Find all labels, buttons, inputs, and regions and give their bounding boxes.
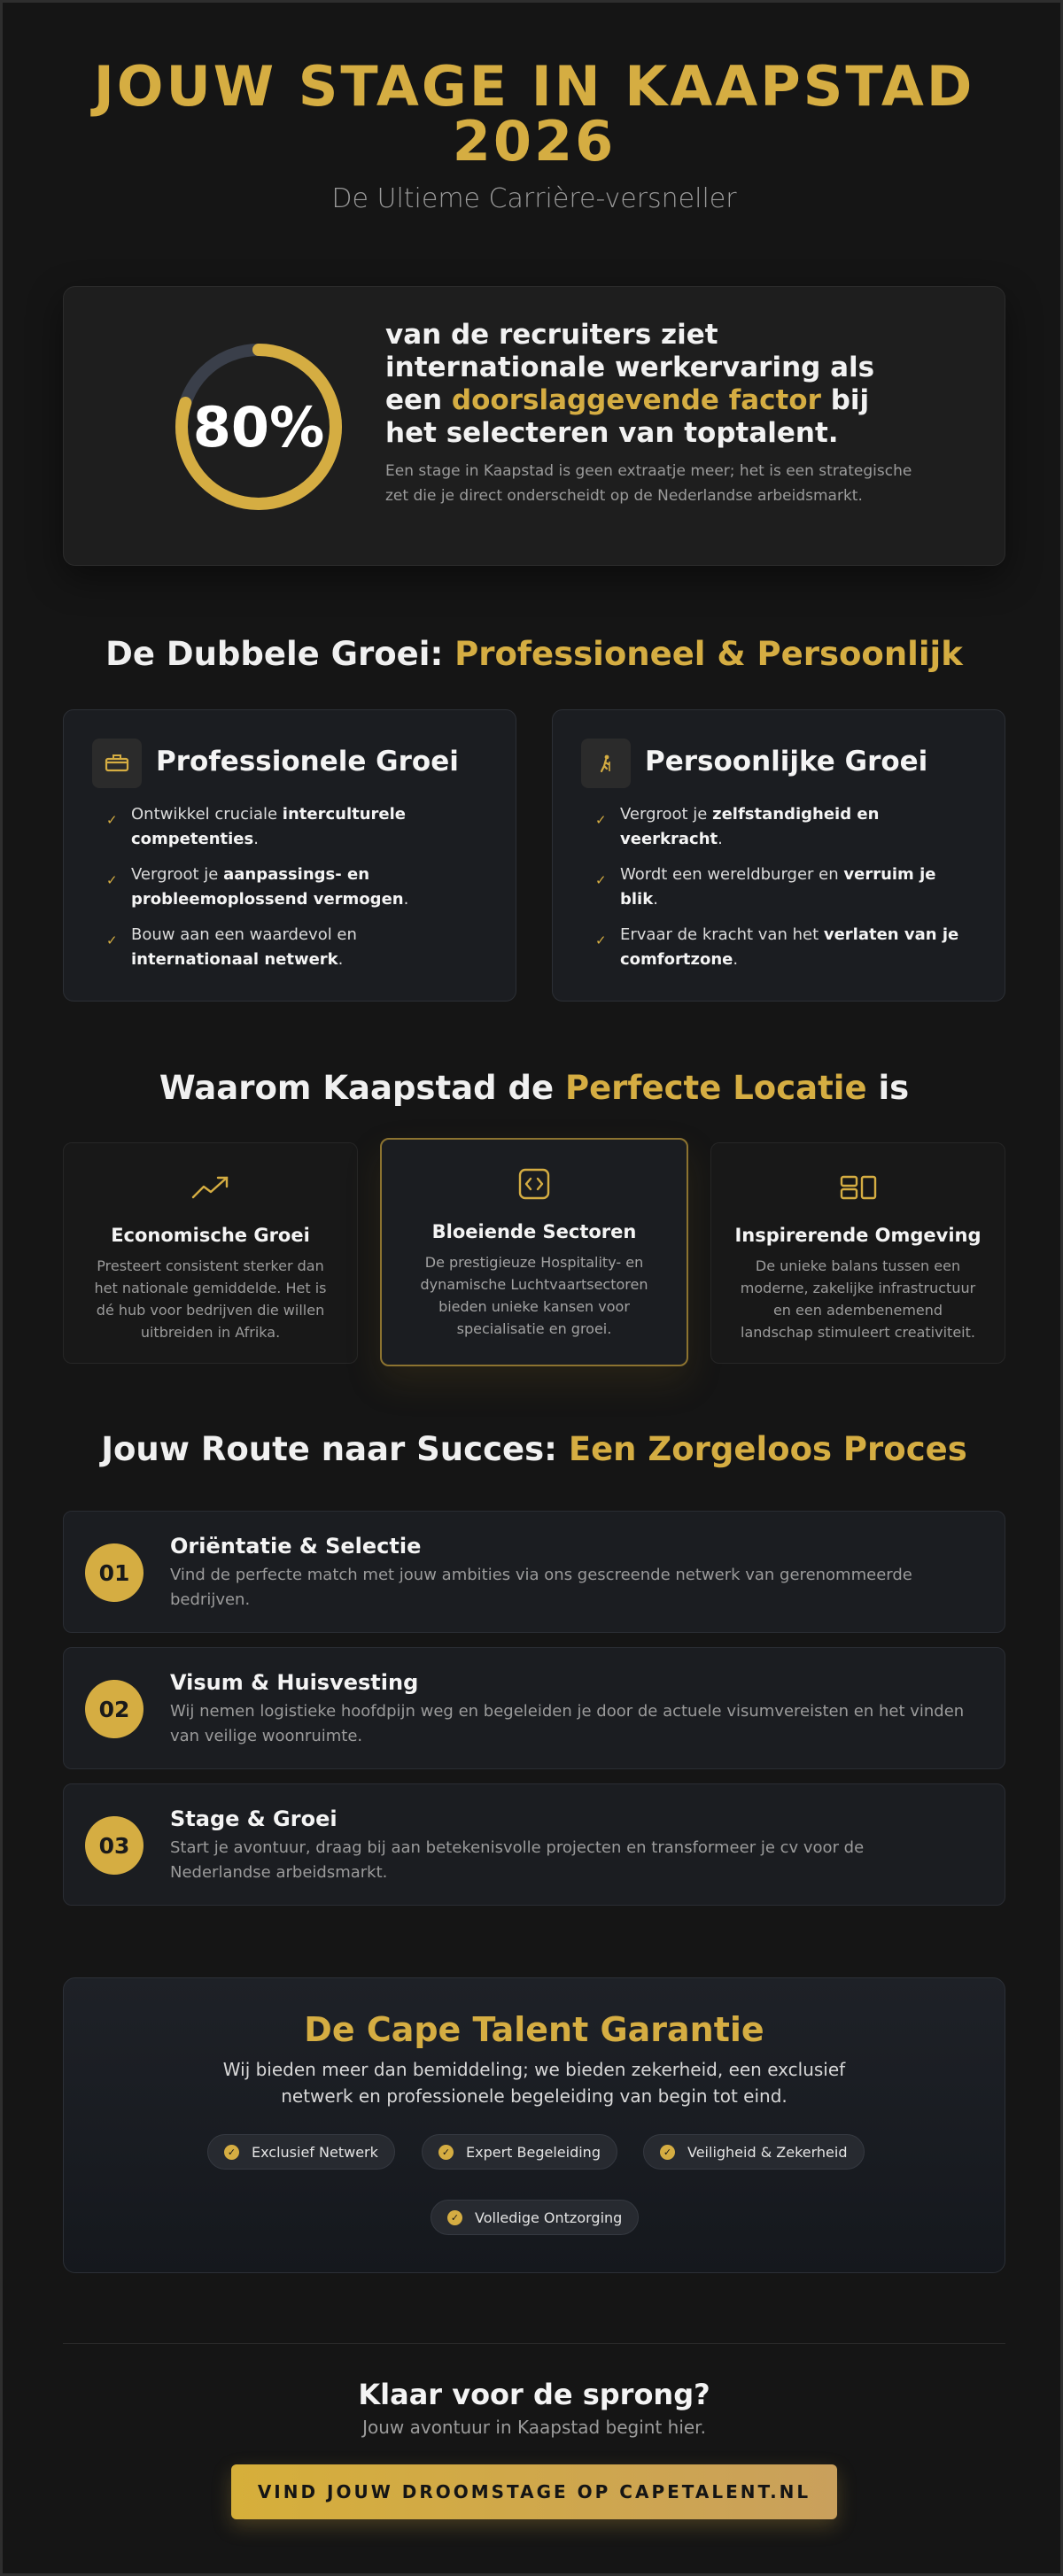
hero-title-line2: 2026 <box>452 109 617 174</box>
hiker-icon <box>581 739 631 788</box>
personal-growth-card <box>552 709 1005 1002</box>
list-item: ✓ Ontwikkel cruciale interculturele competenties. <box>106 805 407 848</box>
stat-description: Een stage in Kaapstad is geen extraatje meer; het is een strategische zet die je direct onderscheidt op de Nederlandse arbeidsmarkt. <box>385 462 912 505</box>
guarantee-title: De Cape Talent Garantie <box>304 2010 764 2049</box>
check-icon: ✓ <box>224 2145 239 2160</box>
check-icon: ✓ <box>595 932 607 948</box>
check-icon: ✓ <box>106 872 118 888</box>
check-icon: ✓ <box>106 812 118 828</box>
stat-headline-end: bij het selecteren van toptalent. <box>385 384 870 449</box>
code-icon <box>382 1166 687 1202</box>
step-number: 02 <box>85 1680 144 1738</box>
location-card-economy <box>63 1142 358 1364</box>
growth-section-title <box>3 635 1063 673</box>
briefcase-icon <box>92 739 142 788</box>
stat-headline-highlight: doorslaggevende factor <box>451 384 821 416</box>
hero-subtitle: De Ultieme Carrière-versneller <box>331 183 737 214</box>
location-title-end: is <box>878 1069 910 1107</box>
personal-growth-list <box>595 802 976 983</box>
hero-title-line1: JOUW STAGE IN KAAPSTAD <box>93 54 975 119</box>
route-title-plain: Jouw Route naar Succes: <box>101 1430 557 1468</box>
location-card-title: Bloeiende Sectoren <box>431 1221 637 1242</box>
list-item: ✓ Bouw aan een waardevol en internationaal netwerk. <box>106 925 357 969</box>
list-item: ✓ Ervaar de kracht van het verlaten van je comfortzone. <box>595 925 959 969</box>
list-item: ✓ Vergroot je zelfstandigheid en veerkracht. <box>595 805 880 848</box>
step-number: 03 <box>85 1816 144 1875</box>
step-body: Start je avontuur, draag bij aan betekenisvolle projecten en transformeer je cv voor de Nederlandse arbeidsmarkt. <box>170 1838 865 1882</box>
layout-icon <box>711 1170 1005 1205</box>
check-icon: ✓ <box>595 812 607 828</box>
location-card-title: Inspirerende Omgeving <box>734 1225 982 1246</box>
location-card-title: Economische Groei <box>111 1225 310 1246</box>
location-card-body: De prestigieuze Hospitality- en dynamische Luchtvaartsectoren bieden unieke kansen voor specialisatie en groei. <box>420 1254 648 1337</box>
stat-headline <box>385 319 917 450</box>
check-icon: ✓ <box>660 2145 675 2160</box>
hero-title <box>3 54 1063 174</box>
guarantee-chip: ✓ Volledige Ontzorging <box>431 2200 639 2235</box>
list-item: ✓ Wordt een wereldburger en verruim je blik. <box>595 865 936 909</box>
cta-title: Klaar voor de sprong? <box>358 2378 710 2411</box>
professional-growth-list <box>106 802 487 983</box>
route-step <box>63 1647 1005 1769</box>
route-section-title <box>3 1430 1063 1468</box>
professional-growth-card <box>63 709 516 1002</box>
guarantee-card <box>63 1977 1005 2273</box>
stat-headline-start: van de recruiters ziet internationale werkervaring als een <box>385 319 875 416</box>
step-title: Visum & Huisvesting <box>170 1670 419 1695</box>
location-card-environment <box>710 1142 1005 1364</box>
list-item: ✓ Vergroot je aanpassings- en probleemoplossend vermogen. <box>106 865 409 909</box>
guarantee-chip: ✓ Expert Begeleiding <box>422 2134 617 2170</box>
check-icon: ✓ <box>595 872 607 888</box>
location-card-body: Presteert consistent sterker dan het nationale gemiddelde. Het is dé hub voor bedrijven die willen uitbreiden in Afrika. <box>94 1257 327 1341</box>
guarantee-chip: ✓ Exclusief Netwerk <box>207 2134 395 2170</box>
cta-button[interactable]: VIND JOUW DROOMSTAGE OP CAPETALENT.NL <box>231 2464 837 2519</box>
personal-growth-title: Persoonlijke Groei <box>645 746 928 777</box>
check-icon: ✓ <box>106 932 118 948</box>
professional-growth-title: Professionele Groei <box>156 746 459 777</box>
trending-up-icon <box>64 1170 357 1205</box>
check-icon: ✓ <box>438 2145 454 2160</box>
step-body: Wij nemen logistieke hoofdpijn weg en begeleiden je door de actuele visumvereisten en het vinden van veilige woonruimte. <box>170 1702 965 1745</box>
check-icon: ✓ <box>447 2210 462 2225</box>
stat-text <box>385 319 917 508</box>
step-title: Stage & Groei <box>170 1806 338 1831</box>
route-title-highlight: Een Zorgeloos Proces <box>568 1430 967 1468</box>
cta-subtitle: Jouw avontuur in Kaapstad begint hier. <box>362 2417 706 2438</box>
location-title-plain: Waarom Kaapstad de <box>159 1069 555 1107</box>
growth-title-plain: De Dubbele Groei: <box>105 635 444 673</box>
guarantee-body: Wij bieden meer dan bemiddeling; we bieden zekerheid, een exclusief netwerk en professionele begeleiding van begin tot eind. <box>222 2059 846 2107</box>
location-title-highlight: Perfecte Locatie <box>564 1069 867 1107</box>
growth-title-highlight: Professioneel & Persoonlijk <box>454 635 963 673</box>
location-section-title <box>3 1069 1063 1107</box>
guarantee-chip: ✓ Veiligheid & Zekerheid <box>643 2134 865 2170</box>
step-body: Vind de perfecte match met jouw ambities via ons gescreende netwerk van gerenommeerde bedrijven. <box>170 1566 912 1609</box>
route-step <box>63 1511 1005 1633</box>
stat-value: 80% <box>192 394 325 460</box>
location-card-sectors <box>380 1138 688 1366</box>
stat-card <box>63 286 1005 566</box>
step-title: Oriëntatie & Selectie <box>170 1534 422 1559</box>
location-card-body: De unieke balans tussen een moderne, zakelijke infrastructuur en een adembenemend landschap stimuleert creativiteit. <box>740 1257 976 1341</box>
divider <box>63 2343 1005 2344</box>
route-step <box>63 1783 1005 1906</box>
step-number: 01 <box>85 1543 144 1602</box>
